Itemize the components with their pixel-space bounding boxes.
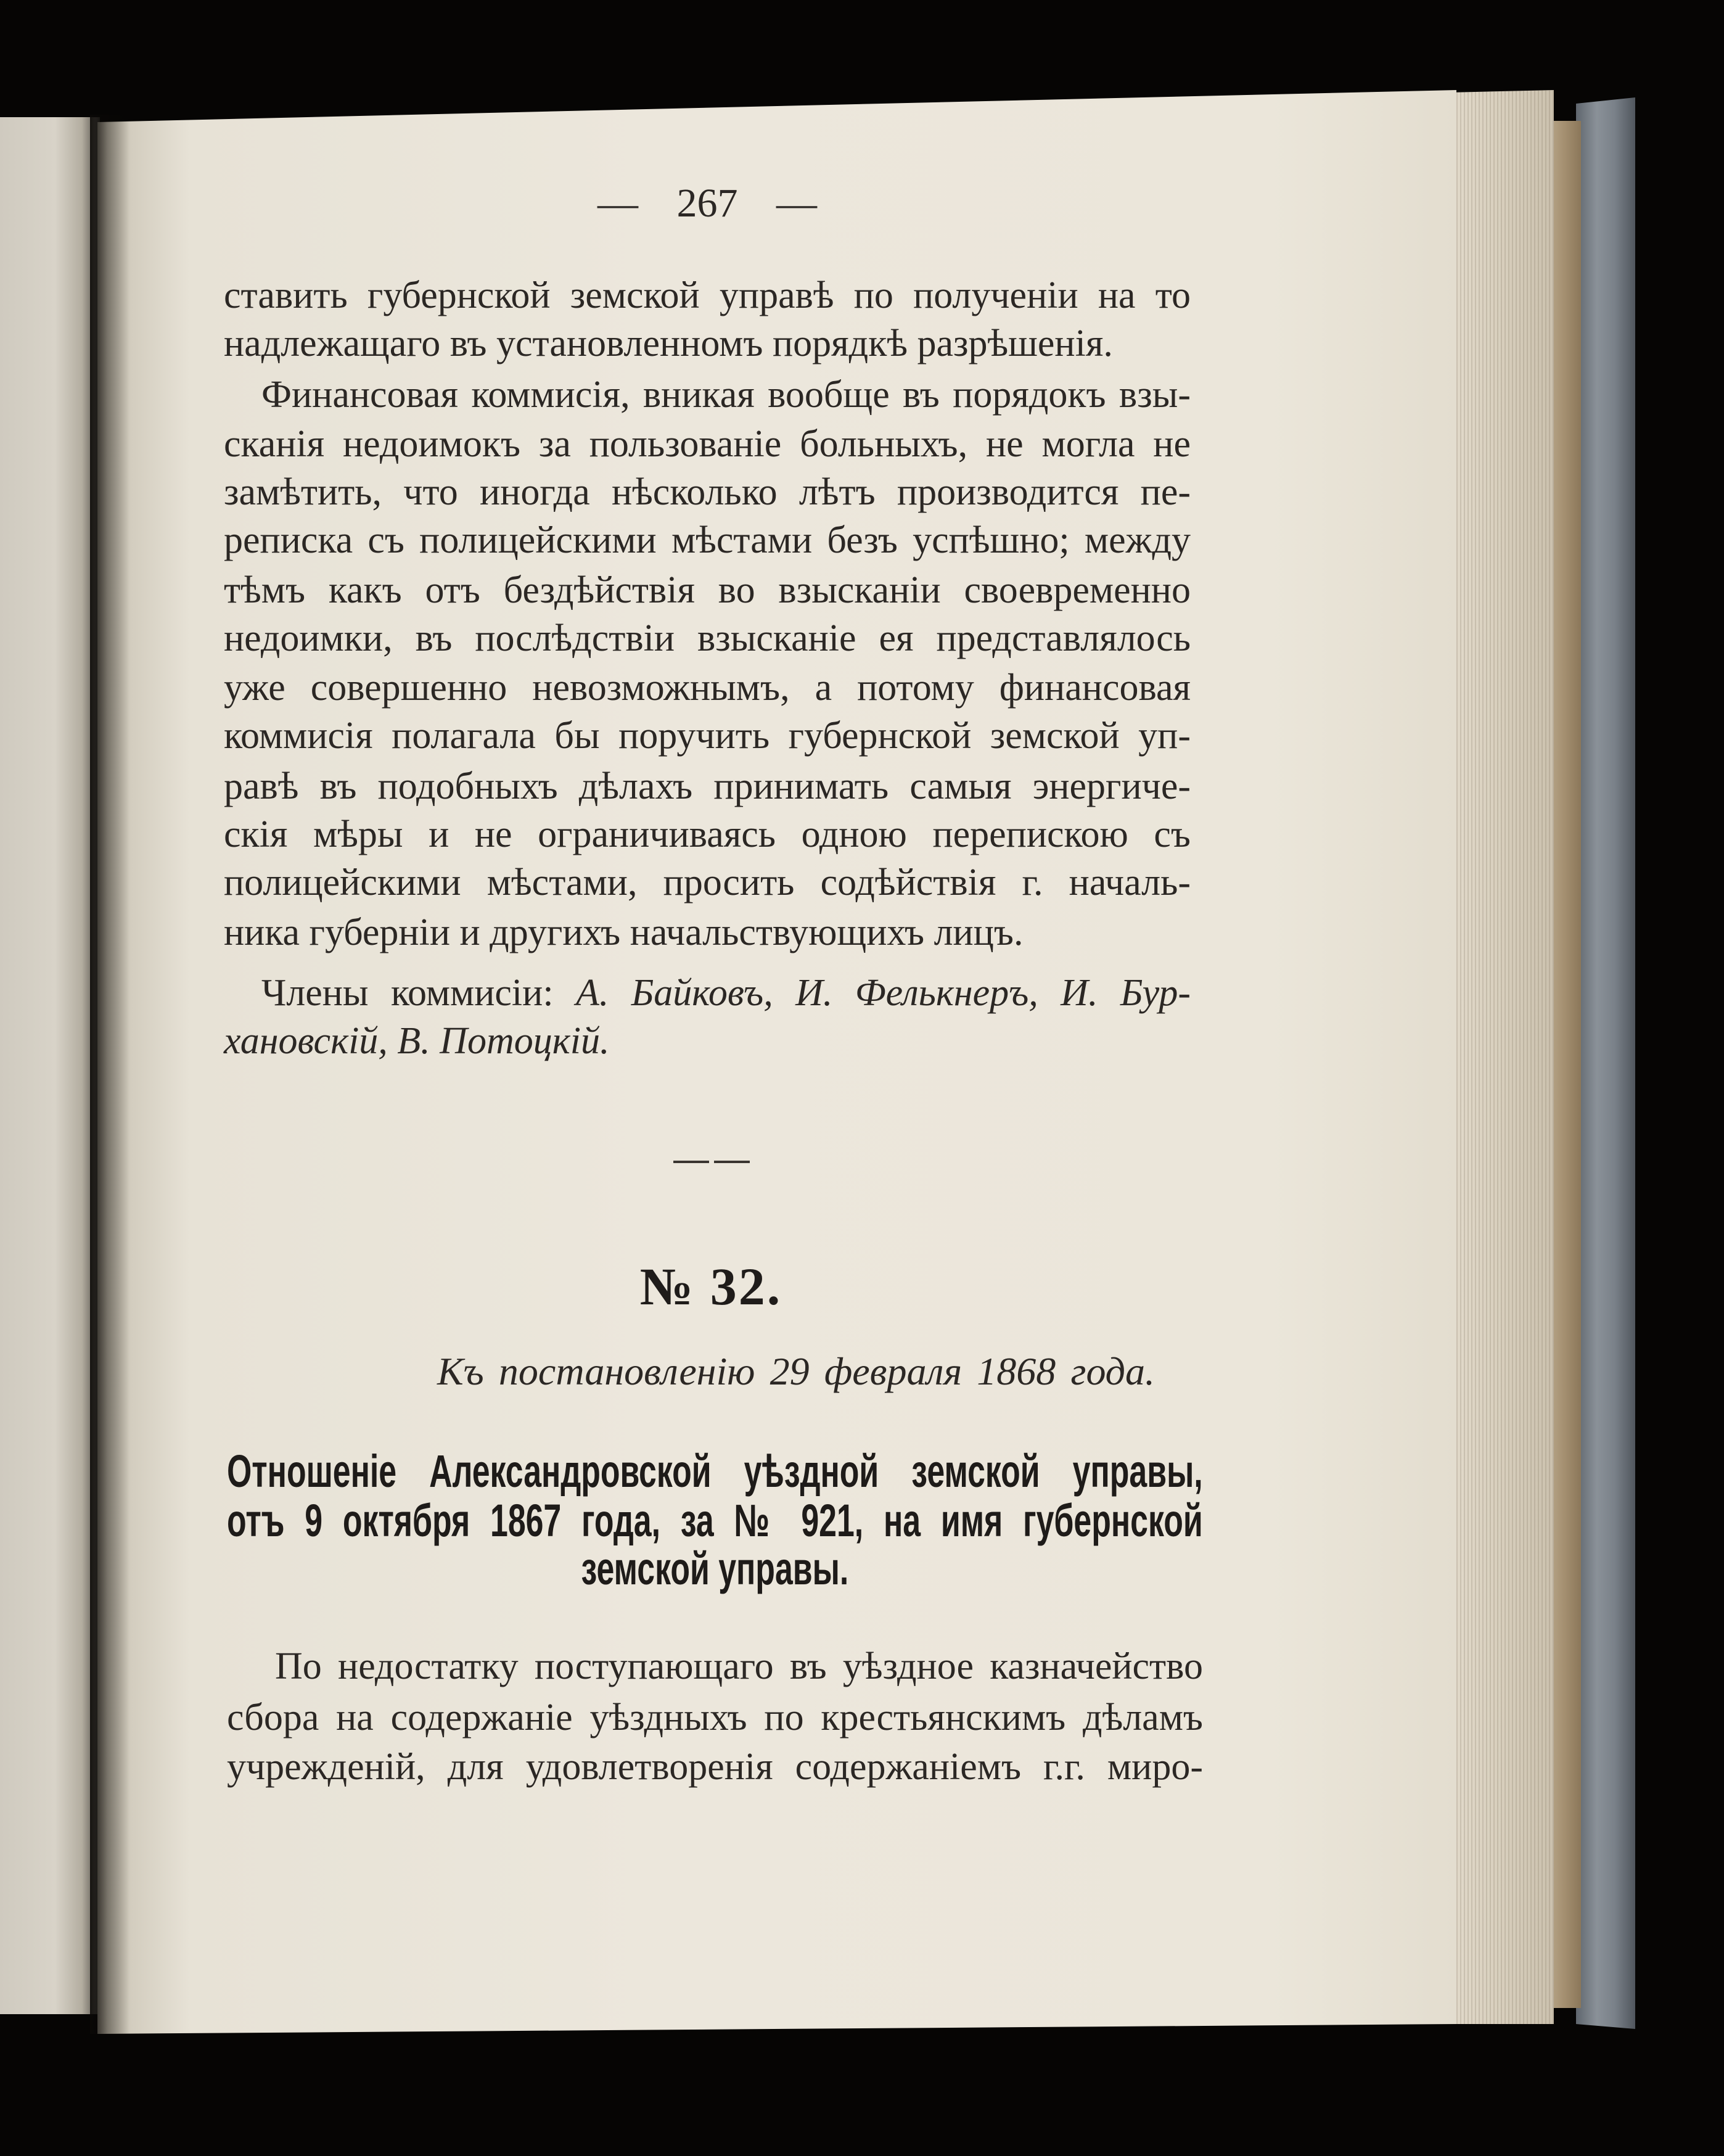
paragraph-2-line-8: коммисія полагала бы поручить губернской земской уп- <box>224 715 1191 757</box>
paragraph-2-line-7: уже совершенно невозможнымъ, а потому финансовая <box>224 667 1191 709</box>
heading-line-1: Отношеніе Александровской уѣздной земской управы, <box>227 1446 1203 1497</box>
section-rule <box>673 1161 750 1164</box>
signatories-names-1: А. Байковъ, И. Фелькнеръ, И. Бур- <box>575 972 1191 1014</box>
previous-page-edge <box>0 117 100 2014</box>
document-number: № 32. <box>639 1257 782 1316</box>
paragraph-3-line-1: По недостатку поступающаго въ уѣздное казначейство <box>275 1645 1203 1687</box>
paragraph-3-line-3: учрежденій, для удовлетворенія содержаніемъ г.г. миро- <box>227 1746 1203 1788</box>
paragraph-2-line-3: замѣтить, что иногда нѣсколько лѣтъ производится пе- <box>224 471 1191 513</box>
book-cover <box>1576 97 1635 2029</box>
signatories-label: Члены коммисіи: <box>261 972 554 1014</box>
paragraph-2-line-6: недоимки, въ послѣдствіи взысканіе ея представлялось <box>224 617 1191 659</box>
page-stack-edges <box>1449 90 1554 2024</box>
paragraph-1-line-2: надлежащаго въ установленномъ порядкѣ разрѣшенія. <box>224 323 1113 364</box>
gutter-shadow <box>90 115 129 2034</box>
paragraph-3-line-2: сбора на содержаніе уѣздныхъ по крестьянскимъ дѣламъ <box>227 1697 1203 1738</box>
heading-line-2: отъ 9 октября 1867 года, за № 921, на имя губернской <box>227 1495 1203 1546</box>
signatories-line-1 <box>261 968 1191 1018</box>
section-rule-segment <box>673 1161 709 1163</box>
paragraph-2-line-10: скія мѣры и не ограничиваясь одною перепискою съ <box>224 813 1191 855</box>
resolution-reference: Къ постановленію 29 февраля 1868 года. <box>437 1349 1155 1393</box>
page-number-header: — 267 — <box>597 181 817 226</box>
paragraph-2-line-4: реписка съ полицейскими мѣстами безъ успѣшно; между <box>224 519 1191 561</box>
paragraph-2-line-12: ника губерніи и другихъ начальствующихъ лицъ. <box>224 911 1024 953</box>
signatories-names-2: хановскій, В. Потоцкій. <box>224 1020 610 1062</box>
paragraph-1-line-1: ставить губернской земской управѣ по полученіи на то <box>224 274 1191 316</box>
paragraph-2-line-5: тѣмъ какъ отъ бездѣйствія во взысканіи своевременно <box>224 569 1191 611</box>
paragraph-2-line-1: Финансовая коммисія, вникая вообще въ порядокъ взы- <box>261 374 1191 416</box>
paragraph-2-line-11: полицейскими мѣстами, просить содѣйствія г. началь- <box>224 862 1191 903</box>
heading-line-3: земской управы. <box>581 1543 849 1594</box>
paragraph-2-line-2: сканія недоимокъ за пользованіе больныхъ, не могла не <box>224 423 1191 465</box>
paragraph-2-line-9: равѣ въ подобныхъ дѣлахъ принимать самыя энергиче- <box>224 765 1191 807</box>
section-rule-segment <box>714 1161 750 1163</box>
